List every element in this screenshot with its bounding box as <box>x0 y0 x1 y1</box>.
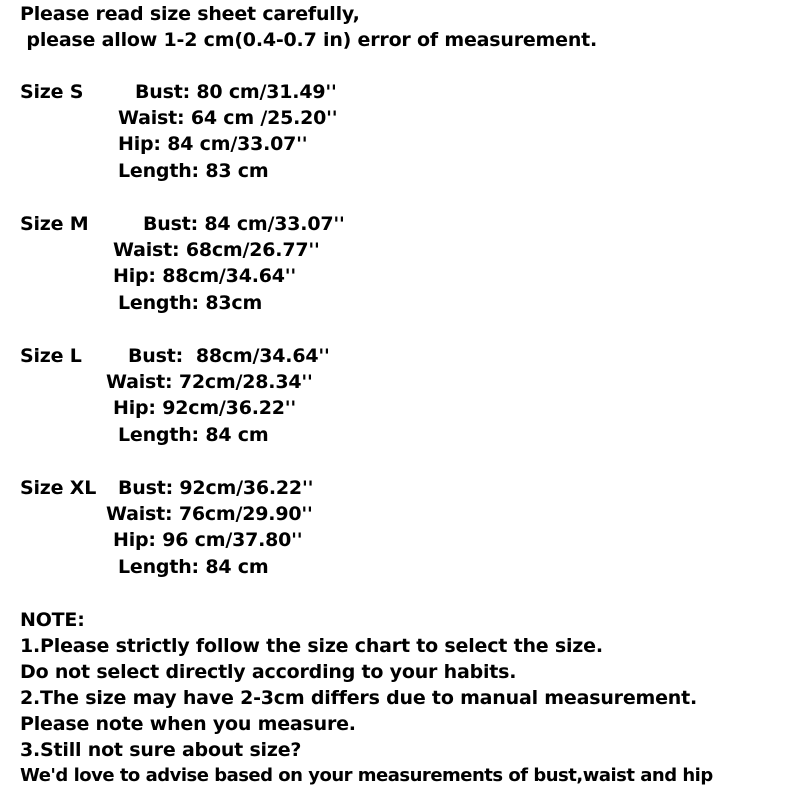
size-s-label: Size S <box>20 81 84 103</box>
size-s-bust: Bust: 80 cm/31.49'' <box>135 81 337 103</box>
intro-line-2: please allow 1-2 cm(0.4-0.7 in) error of measurement. <box>20 29 598 51</box>
size-xl-label: Size XL <box>20 477 97 499</box>
size-l-hip: Hip: 92cm/36.22'' <box>113 397 297 419</box>
size-l-label: Size L <box>20 345 82 367</box>
size-l-waist: Waist: 72cm/28.34'' <box>106 371 313 393</box>
size-m-waist: Waist: 68cm/26.77'' <box>113 239 320 261</box>
note-line-4: Please note when you measure. <box>20 713 356 735</box>
size-xl-bust: Bust: 92cm/36.22'' <box>118 477 314 499</box>
size-xl-waist: Waist: 76cm/29.90'' <box>106 503 313 525</box>
size-m-length: Length: 83cm <box>118 292 263 314</box>
note-line-2: Do not select directly according to your habits. <box>20 661 517 683</box>
size-m-label: Size M <box>20 213 89 235</box>
size-m-hip: Hip: 88cm/34.64'' <box>113 265 297 287</box>
note-line-3: 2.The size may have 2-3cm differs due to manual measurement. <box>20 687 698 709</box>
note-heading: NOTE: <box>20 609 85 631</box>
size-s-waist: Waist: 64 cm /25.20'' <box>118 107 338 129</box>
size-s-hip: Hip: 84 cm/33.07'' <box>118 133 308 155</box>
note-line-1: 1.Please strictly follow the size chart to select the size. <box>20 635 603 657</box>
size-l-bust: Bust: 88cm/34.64'' <box>128 345 330 367</box>
size-m-bust: Bust: 84 cm/33.07'' <box>143 213 345 235</box>
note-line-6: We'd love to advise based on your measurements of bust,waist and hip <box>20 765 713 786</box>
note-line-5: 3.Still not sure about size? <box>20 739 302 761</box>
size-l-length: Length: 84 cm <box>118 424 269 446</box>
size-xl-hip: Hip: 96 cm/37.80'' <box>113 529 303 551</box>
intro-line-1: Please read size sheet carefully, <box>20 3 360 25</box>
size-s-length: Length: 83 cm <box>118 160 269 182</box>
size-xl-length: Length: 84 cm <box>118 556 269 578</box>
